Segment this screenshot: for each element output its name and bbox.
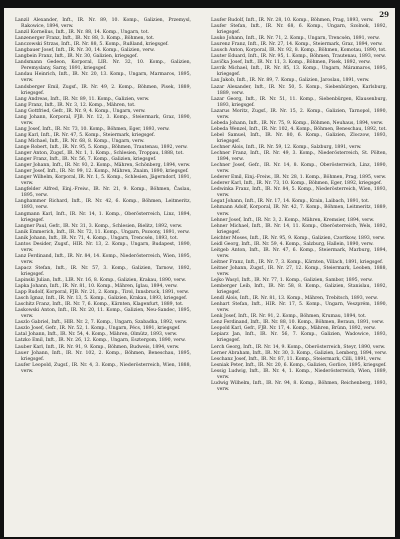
list-entry: Leichter Moses, Inft., IR. Nr. 95, 9. Komp., Galizien, Czortkow, 1893, verw. bbox=[211, 235, 386, 241]
list-entry: Ludwig Wilhelm, Inft., IR. Nr. 94, 8. Komp., Böhmen, Reichenberg, 1893, verw. bbox=[211, 380, 387, 392]
list-entry: Lang Gottfried, Gefr., IR. Nr. 9, 4. Komp., Ungarn, verw. bbox=[15, 108, 146, 114]
right-column bbox=[211, 18, 387, 393]
list-entry: Laurenz Franz, Inft., IR. Nr. 27, 14. Komp., Steiermark, Graz, 1894, verw. bbox=[211, 42, 383, 48]
list-entry: Lauer Johann, Inft., IR. Nr. 102, 2. Komp., Böhmen, Beneschau, 1895, kriegsgef. bbox=[15, 350, 191, 362]
list-entry: Leopold Karl, Gefr., FJB. Nr. 17, 4. Komp., Mähren, Brünn, 1892, verw. bbox=[211, 326, 376, 332]
list-entry: Laufer Stefan, Inft., IR. Nr. 68, 6. Komp., Ungarn, Szolnok, 1892, kriegsgef. bbox=[211, 24, 387, 36]
list-entry: Lendl Alois, Inft., IR. Nr. 81, 13. Komp., Mähren, Trebitsch, 1893, verw. bbox=[211, 296, 378, 302]
list-entry: Lang Josef, Inft., IR. Nr. 73, 10. Komp., Böhmen, Eger, 1893, verw. bbox=[15, 126, 170, 132]
list-entry: Lenhart Stefan, Inft., HIR. Nr. 17, 5. Komp., Ungarn, Veszprém, 1890, verw. bbox=[211, 302, 387, 314]
list-entry: Lessig Ludwig, Inft., IR. Nr. 4, 1. Komp., Niederösterreich, Wien, 1889, verw. bbox=[211, 368, 387, 380]
list-entry: Lehner Josef, Inft., IR. Nr. 3, 2. Komp., Mähren, Kremsier, 1894, verw. bbox=[211, 217, 375, 223]
list-entry: Landsberger Emil, Zugsf., IR. Nr. 49, 2. Komp., Böhmen, Pisek, 1889, kriegsgef. bbox=[15, 84, 191, 96]
list-entry: Lebeda Johann, Inft., IR. Nr. 75, 9. Komp., Böhmen, Neuhaus, 1894, verw. bbox=[211, 120, 384, 126]
list-entry: Langfelder Alfred, Einj.-Freiw., IR. Nr. 21, 9. Komp., Böhmen, Časlau, 1895, verw. bbox=[15, 187, 191, 199]
list-entry: Landau Heinrich, Inft., IR. Nr. 20, 13. Komp., Ungarn, Marmaros, 1895, verw. bbox=[15, 72, 191, 84]
list-entry: Langer Johann, Inft., IR. Nr. 93, 2. Komp., Mähren, Schönberg, 1894, verw. bbox=[15, 163, 191, 169]
list-entry: Lauber Karl, Inft., IR. Nr. 91, 9. Komp., Böhmen, Budweis, 1894, verw. bbox=[15, 344, 180, 350]
list-entry: Leitgeb Anton, Inft., IR. Nr. 47, 6. Komp., Steiermark, Marburg, 1894, verw. bbox=[211, 247, 387, 259]
list-entry: Lanzil Alexander, Inft., IR. Nr. 89, 10. Komp., Galizien, Przemysl, Rakowice, 1894, verw. bbox=[15, 18, 191, 30]
list-entry: Lechner Alois, Inft., IR. Nr. 59, 12. Komp., Salzburg, 1891, verw. bbox=[211, 144, 362, 150]
list-entry: Lanzil Kornelius, Inft., IR. Nr. 88, 14. Komp., Ungarn, tot. bbox=[15, 30, 149, 36]
list-entry: Lausch Anton, Korporal, IR. Nr. 92, 8. Komp., Böhmen, Komotau, 1890, tot. bbox=[211, 48, 387, 54]
list-entry: Langer Wilhelm, Korporal, IR. Nr. 1, 5. Komp., Schlesien, Jägerndorf, 1891, verw. bbox=[15, 175, 191, 187]
list-entry: Laufer Rudolf, Inft., IR. Nr. 28, 10. Komp., Böhmen, Prag, 1893, verw. bbox=[211, 18, 374, 23]
list-entry: Lechner Franz, Inft., IR. Nr. 49, 3. Komp., Niederösterreich, St. Pölten, 1894, verw. bbox=[211, 151, 387, 163]
list-entry: Lederer Karl, Inft., IR. Nr. 73, 10. Komp., Böhmen, Eger, 1892, kriegsgef. bbox=[211, 181, 382, 187]
list-entry: Lasch Ignaz, Inft., IR. Nr. 13, 5. Komp., Galizien, Krakau, 1893, kriegsgef. bbox=[15, 296, 188, 302]
list-entry: Leidl Georg, Inft., IR. Nr. 59, 4. Komp., Salzburg, Hallein, 1890, verw. bbox=[211, 241, 374, 247]
list-entry: Lanik Johann, Inft., IR. Nr. 71, 4. Komp., Ungarn, Trencsén, 1893, tot. bbox=[15, 235, 179, 241]
list-entry: Lanczowski Strzas, Inft., IR. Nr. 88, 5. Komp., Rußland, kriegsgef. bbox=[15, 42, 169, 48]
list-entry: Latzko Emil, Inft., IR. Nr. 26, 12. Komp., Ungarn, Esztergom, 1890, verw. bbox=[15, 338, 186, 344]
list-entry: Lang Michael, Inft., IR. Nr. 68, 8. Komp., Ungarn, verw. bbox=[15, 138, 145, 144]
list-entry: Langer Franz, Inft., IR. Nr. 56, 7. Komp., Galizien, kriegsgef. bbox=[15, 157, 157, 163]
list-entry: Lapka Johann, Inft., IR. Nr. 81, 10. Komp., Mähren, Iglau, 1894, verw. bbox=[15, 284, 178, 290]
list-entry: Lehmann Adolf, Korporal, IR. Nr. 42, 7. Komp., Böhmen, Leitmeritz, 1889, verw. bbox=[211, 205, 387, 217]
list-entry: Lazar Georg, Inft., IR. Nr. 51, 11. Komp., Siebenbürgen, Klausenburg, 1893, kriegsgef. bbox=[211, 96, 387, 108]
list-entry: Lerch Georg, Inft., IR. Nr. 14, 9. Komp., Oberösterreich, Steyr, 1890, verw. bbox=[211, 344, 386, 350]
list-entry: Leitner Johann, Zugsf., IR. Nr. 27, 12. Komp., Steiermark, Leoben, 1888, verw. bbox=[211, 265, 387, 277]
list-entry: Laschitz Franz, Inft., IR. Nr. 7, 6. Komp., Kärnten, Klagenfurt, 1889, tot. bbox=[15, 302, 184, 308]
left-column bbox=[15, 18, 191, 375]
list-entry: Lang Karl, Inft., IR. Nr. 47, 5. Komp., Steiermark, kriegsgef. bbox=[15, 132, 156, 138]
list-entry: Lazarus Moritz, Zugsf., IR. Nr. 15, 2. Komp., Galizien, Tarnopol, 1890, verw. bbox=[211, 108, 387, 120]
list-entry: Lavrik Michael, Inft., IR. Nr. 85, 13. Komp., Ungarn, Máramaros, 1895, kriegsgef. bbox=[211, 66, 387, 78]
list-entry: Lepiarz Jan, Inft., IR. Nr. 56, 7. Komp., Galizien, Wadowice, 1893, kriegsgef. bbox=[211, 332, 387, 344]
list-entry: Lauko Johann, Inft., IR. Nr. 71, 2. Komp., Ungarn, Trencsén, 1891, verw. bbox=[211, 36, 380, 42]
list-entry: Lederer Emil, Einj.-Freiw., IR. Nr. 28, 1. Komp., Böhmen, Prag, 1895, verw. bbox=[211, 175, 387, 181]
list-entry: Lebeda Wenzel, Inft., IR. Nr. 102, 4. Komp., Böhmen, Beneschau, 1892, tot. bbox=[211, 126, 387, 132]
list-entry: Lauter Eduard, Inft., IR. Nr. 95, 1. Komp., Böhmen, Trautenau, 1893, verw. bbox=[211, 54, 387, 60]
list-entry: Latal Johann, Inft., IR. Nr. 54, 4. Komp., Mähren, Olmütz, 1893, verw. bbox=[15, 332, 178, 338]
list-entry: Lazar Alexander, Inft., IR. Nr. 50, 5. Komp., Siebenbürgen, Karlsburg, 1889, verw. bbox=[211, 84, 387, 96]
list-entry: Lapp Rudolf, Korporal, FJB. Nr. 21, 2. Komp., Tirol, Innsbruck, 1891, verw. bbox=[15, 290, 190, 296]
list-entry: Lang Andreas, Inft., IR. Nr. 89, 11. Komp., Galizien, verw. bbox=[15, 96, 150, 102]
list-entry: Lechner Josef, Gefr., IR. Nr. 14, 8. Komp., Oberösterreich, Linz, 1890, verw. bbox=[211, 163, 387, 175]
list-entry: Lebel Samuel, Inft., IR. Nr. 80, 6. Komp., Galizien, Zloczow, 1893, kriegsgef. bbox=[211, 132, 387, 144]
list-entry: Lange Robert, Inft., IR. Nr. 95, 5. Komp., Böhmen, Trautenau, 1892, verw. bbox=[15, 144, 188, 150]
list-entry: Langer Anton, Zugsf., IR. Nr. 1, 1. Komp., Schlesien, Troppau, 1888, tot. bbox=[15, 151, 184, 157]
list-entry: Langhammer Richard, Inft., IR. Nr. 42, 6. Komp., Böhmen, Leitmeritz, 1893, verw. bbox=[15, 199, 191, 211]
list-entry: Lapinski Julian, Inft., LIR. Nr. 16, 8. Komp., Galizien, Krakau, 1890, verw. bbox=[15, 278, 187, 284]
list-entry: Lenz Ferdinand, Inft., IR. Nr. 88, 10. Komp., Böhmen, Beraun, 1891, verw. bbox=[211, 320, 385, 326]
list-entry: Ledwinka Franz, Inft., IR. Nr. 84, 5. Komp., Niederösterreich, Wien, 1893, verw. bbox=[211, 187, 387, 199]
document-page bbox=[4, 8, 395, 537]
list-entry: Laszlo Gabriel, Inft., HIR. Nr. 2, 7. Komp., Ungarn, Szabadka, 1892, verw. bbox=[15, 320, 188, 326]
list-entry: Langmann Karl, Inft., IR. Nr. 14, 1. Komp., Oberösterreich, Linz, 1894, kriegsgef. bbox=[15, 211, 191, 223]
list-entry: Lenk Josef, Inft., IR. Nr. 91, 2. Komp., Böhmen, Krumau, 1894, tot. bbox=[211, 314, 367, 320]
list-entry: Laskowski Anton, Inft., IR. Nr. 20, 11. Komp., Galizien, Neu-Sandec, 1895, verw. bbox=[15, 308, 191, 320]
list-entry: Lang Franz, Inft., IR. Nr. 3, 12. Komp., Mähren, tot. bbox=[15, 102, 136, 108]
list-entry: Lanzenerger Franz, Inft., IR. Nr. 88, 3. Komp., Böhmen, tot. bbox=[15, 36, 155, 42]
list-entry: Lanz Ferdinand, Inft., IR. Nr. 84, 14. Komp., Niederösterreich, Wien, 1895, verw. bbox=[15, 253, 191, 265]
list-entry: Lemberger Leib, Inft., IR. Nr. 58, 8. Komp., Galizien, Stanislau, 1892, kriegsgef. bbox=[211, 284, 387, 296]
page-number: 29 bbox=[379, 10, 389, 19]
list-entry: Langner Paul, Gefr., IR. Nr. 31, 3. Komp., Schlesien, Bielitz, 1892, verw. bbox=[15, 223, 183, 229]
list-entry: Lavička Josef, Inft., IR. Nr. 11, 3. Komp., Böhmen, Pisek, 1892, verw. bbox=[211, 60, 371, 66]
list-entry: Lejko Wasyl, Inft., IR. Nr. 77, 1. Komp., Galizien, Sambor, 1895, verw. bbox=[211, 278, 373, 284]
list-entry: Langbein Franz, Inft., IR. Nr. 30, Galizien, kriegsgef. bbox=[15, 54, 138, 60]
list-entry: Lapacz Stefan, Inft., IR. Nr. 57, 3. Komp., Galizien, Tarnow, 1892, kriegsgef. bbox=[15, 265, 191, 277]
list-entry: Leitner Franz, Inft., IR. Nr. 7, 3. Komp., Kärnten, Villach, 1891, kriegsgef. bbox=[211, 259, 384, 265]
list-entry: Landsmann Gedeon, Korporal, LIR. Nr. 32, 10. Komp., Galizien, Peremyslany, Sarny, 1891, kriegsgef. bbox=[15, 60, 191, 72]
list-entry: Leschanz Josef, Inft., IR. Nr. 87, 11. Komp., Steiermark, Cilli, 1891, verw. bbox=[211, 356, 382, 362]
list-entry: Lang Johann, Korporal, FJB. Nr. 12, 3. Komp., Steiermark, Graz, 1890, verw. bbox=[15, 114, 191, 126]
list-entry: Lehner Michael, Inft., IR. Nr. 14, 11. Komp., Oberösterreich, Wels, 1892, kriegsgef. bbox=[211, 223, 387, 235]
list-entry: Laszlo Josef, Gefr., IR. Nr. 52, 1. Komp., Ungarn, Pécs, 1891, kriegsgef. bbox=[15, 326, 181, 332]
list-entry: Langbauer Josef, Inft., IR. Nr. 30, 14. Komp., Galizien, verw. bbox=[15, 48, 155, 54]
list-entry: Lesniak Peter, Inft., IR. Nr. 20, 6. Komp., Galizien, Gorlice, 1895, kriegsgef. bbox=[211, 362, 387, 368]
list-entry: Legat Johann, Inft., IR. Nr. 17, 14. Komp., Krain, Laibach, 1891, tot. bbox=[211, 199, 370, 205]
list-entry: Lantos Desider, Zugsf., HIR. Nr. 13, 2. Komp., Ungarn, Budapest, 1890, verw. bbox=[15, 241, 191, 253]
list-entry: Lax Jakob, Inft., IR. Nr. 89, 7. Komp., Galizien, Jaroslau, 1891, verw. bbox=[211, 78, 370, 84]
list-entry: Laufer Leopold, Zugsf., IR. Nr. 4, 3. Komp., Niederösterreich, Wien, 1888, verw. bbox=[15, 362, 191, 374]
list-entry: Lerner Abraham, Inft., IR. Nr. 30, 3. Komp., Galizien, Lemberg, 1894, verw. bbox=[211, 350, 387, 356]
list-entry: Lanik Emmerich, Inft., IR. Nr. 72, 11. Komp., Ungarn, Pozsony, 1891, verw. bbox=[15, 229, 190, 235]
list-entry: Langer Josef, Inft., IR. Nr. 99, 12. Komp., Mähren, Znaim, 1890, kriegsgef. bbox=[15, 169, 189, 175]
